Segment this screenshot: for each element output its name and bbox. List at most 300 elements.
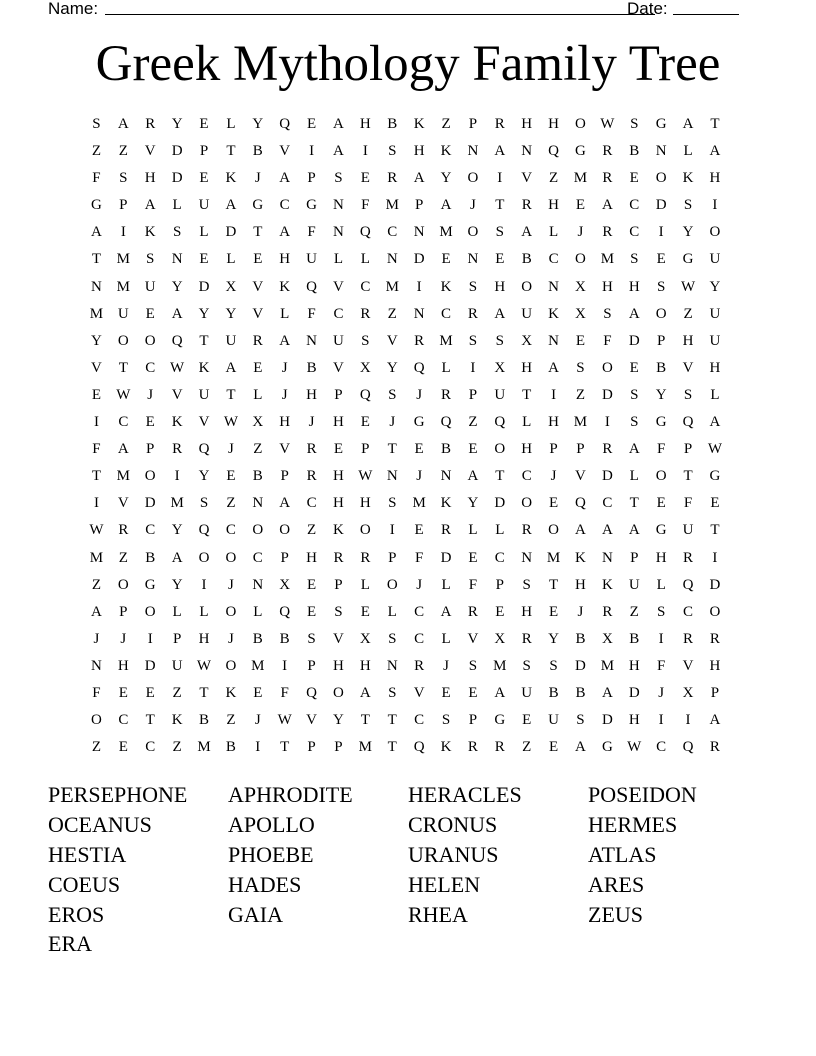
grid-letter: O <box>225 603 237 620</box>
grid-letter: O <box>548 522 559 539</box>
grid-letter: G <box>252 197 264 214</box>
grid-letter: S <box>468 278 478 295</box>
grid-letter: N <box>91 278 102 295</box>
grid-letter: X <box>575 305 586 322</box>
grid-letter: E <box>306 576 317 593</box>
grid-letter: S <box>361 332 370 349</box>
grid-letter: Q <box>575 495 586 512</box>
grid-letter: H <box>655 549 667 566</box>
grid-letter: Z <box>549 170 559 187</box>
grid-letter: C <box>629 224 640 241</box>
grid-letter: H <box>601 278 613 295</box>
grid-letter: R <box>387 170 398 187</box>
grid-letter: M <box>358 739 373 756</box>
grid-letter: A <box>279 224 291 241</box>
grid-letter: I <box>201 576 207 593</box>
grid-letter: K <box>548 305 559 322</box>
grid-letter: J <box>416 386 423 403</box>
grid-letter: T <box>253 224 263 241</box>
grid-letter: Y <box>198 468 210 485</box>
grid-letter: O <box>225 549 237 566</box>
grid-letter: X <box>682 684 694 701</box>
grid-letter: R <box>172 441 183 458</box>
grid-letter: U <box>198 197 210 214</box>
date-field-line[interactable] <box>673 0 739 15</box>
grid-letter: O <box>144 468 156 485</box>
grid-letter: O <box>144 603 156 620</box>
grid-letter: H <box>548 116 559 132</box>
grid-letter: H <box>333 414 344 431</box>
grid-letter: K <box>279 278 291 295</box>
grid-letter: O <box>601 359 613 376</box>
grid-letter: L <box>253 386 263 403</box>
grid-letter: T <box>280 739 290 756</box>
grid-letter: H <box>682 332 694 349</box>
grid-letter: V <box>521 170 533 187</box>
grid-letter: S <box>683 197 693 214</box>
grid-letter: H <box>359 116 371 132</box>
grid-letter: J <box>416 468 423 485</box>
grid-letter: D <box>601 712 613 729</box>
grid-letter: E <box>333 441 344 458</box>
grid-letter: R <box>306 468 317 485</box>
grid-letter: O <box>467 170 479 187</box>
grid-letter: E <box>575 197 586 214</box>
grid-letter: N <box>440 468 452 485</box>
grid-letter: J <box>658 684 665 701</box>
grid-letter: H <box>521 359 533 376</box>
grid-letter: P <box>710 684 720 701</box>
grid-letter: K <box>171 712 183 729</box>
grid-letter: T <box>91 468 102 485</box>
grid-letter: T <box>91 251 102 268</box>
grid-letter: M <box>573 170 588 187</box>
grid-letter: G <box>494 712 506 729</box>
grid-letter: C <box>602 495 613 512</box>
grid-letter: L <box>683 143 693 160</box>
grid-letter: H <box>117 657 129 674</box>
grid-letter: V <box>413 684 425 701</box>
grid-letter: Z <box>226 495 236 512</box>
grid-letter: Q <box>413 359 425 376</box>
grid-letter: B <box>656 359 667 376</box>
grid-letter: D <box>601 468 613 485</box>
grid-letter: Z <box>683 305 693 322</box>
grid-letter: C <box>494 549 505 566</box>
grid-letter: G <box>601 739 613 756</box>
grid-letter: H <box>575 576 586 593</box>
grid-letter: S <box>656 278 666 295</box>
grid-letter: Z <box>118 549 128 566</box>
name-field-line[interactable] <box>105 0 655 15</box>
grid-letter: S <box>334 170 343 187</box>
grid-letter: Y <box>171 576 183 593</box>
grid-letter: O <box>252 522 264 539</box>
page-title: Greek Mythology Family Tree <box>95 36 721 92</box>
grid-letter: A <box>521 224 533 241</box>
grid-letter: E <box>710 495 720 512</box>
grid-letter: U <box>628 576 640 593</box>
grid-letter: U <box>333 332 344 349</box>
grid-letter: X <box>575 278 586 295</box>
grid-letter: X <box>601 630 613 647</box>
grid-letter: D <box>413 251 425 268</box>
word-list-item: GAIA <box>228 901 283 927</box>
grid-letter: P <box>549 441 558 458</box>
grid-letter: P <box>334 739 343 756</box>
grid-letter: L <box>495 522 505 539</box>
grid-letter: F <box>307 305 316 322</box>
grid-letter: B <box>575 684 586 701</box>
grid-letter: J <box>577 603 584 620</box>
grid-letter: S <box>199 495 209 512</box>
grid-letter: T <box>549 576 559 593</box>
grid-letter: T <box>387 712 397 729</box>
grid-letter: S <box>603 305 612 322</box>
grid-letter: D <box>225 224 237 241</box>
grid-letter: F <box>468 576 478 593</box>
grid-letter: U <box>117 305 129 322</box>
grid-letter: K <box>144 224 156 241</box>
grid-letter: P <box>334 576 343 593</box>
grid-letter: S <box>522 576 531 593</box>
grid-letter: E <box>468 549 478 566</box>
grid-letter: J <box>416 576 423 593</box>
grid-letter: X <box>359 630 371 647</box>
grid-letter: K <box>440 739 452 756</box>
grid-letter: V <box>575 468 586 485</box>
grid-letter: H <box>279 251 291 268</box>
grid-letter: H <box>359 495 371 512</box>
grid-letter: S <box>441 712 451 729</box>
grid-letter: M <box>116 468 130 485</box>
grid-letter: O <box>655 468 667 485</box>
grid-letter: I <box>93 414 99 431</box>
grid-letter: T <box>387 441 397 458</box>
grid-letter: L <box>360 576 370 593</box>
grid-letter: S <box>468 657 478 674</box>
grid-letter: F <box>92 170 101 187</box>
grid-letter: Y <box>467 495 479 512</box>
word-list-item: EROS <box>48 901 105 927</box>
grid-letter: H <box>333 657 344 674</box>
grid-letter: P <box>468 712 478 729</box>
grid-letter: W <box>196 657 212 674</box>
grid-letter: O <box>494 441 506 458</box>
grid-letter: R <box>521 630 532 647</box>
grid-letter: C <box>521 468 532 485</box>
grid-letter: V <box>171 386 183 403</box>
grid-letter: O <box>359 522 371 539</box>
grid-letter: R <box>252 332 263 349</box>
grid-letter: V <box>279 441 291 458</box>
grid-letter: C <box>414 603 425 620</box>
grid-letter: M <box>197 739 211 756</box>
grid-letter: U <box>521 684 533 701</box>
grid-letter: H <box>548 197 559 214</box>
grid-letter: Y <box>171 522 183 539</box>
grid-letter: L <box>441 359 451 376</box>
grid-letter: H <box>628 657 640 674</box>
grid-letter: H <box>548 414 559 431</box>
grid-letter: I <box>685 712 691 729</box>
grid-letter: P <box>280 468 289 485</box>
grid-letter: Q <box>279 116 291 132</box>
grid-letter: E <box>468 441 478 458</box>
grid-letter: C <box>252 549 263 566</box>
grid-letter: E <box>522 712 532 729</box>
grid-letter: R <box>360 305 371 322</box>
grid-letter: I <box>309 143 315 160</box>
grid-letter: H <box>279 414 291 431</box>
grid-letter: K <box>601 576 613 593</box>
grid-letter: P <box>199 143 209 160</box>
grid-letter: I <box>93 495 99 512</box>
grid-letter: X <box>225 278 237 295</box>
grid-letter: M <box>116 278 130 295</box>
grid-letter: Y <box>333 712 344 729</box>
grid-letter: H <box>198 630 210 647</box>
grid-letter: H <box>709 657 721 674</box>
grid-letter: E <box>145 684 155 701</box>
grid-letter: T <box>199 332 209 349</box>
word-list-item: HERMES <box>588 811 678 837</box>
grid-letter: E <box>468 684 478 701</box>
grid-letter: V <box>333 630 344 647</box>
grid-letter: C <box>360 278 371 295</box>
grid-letter: M <box>600 657 615 674</box>
grid-letter: T <box>683 468 693 485</box>
grid-letter: O <box>91 712 102 729</box>
grid-letter: P <box>146 441 155 458</box>
grid-letter: R <box>441 386 452 403</box>
grid-letter: N <box>601 549 613 566</box>
grid-letter: H <box>628 278 640 295</box>
grid-letter: E <box>145 305 155 322</box>
grid-letter: C <box>683 603 694 620</box>
grid-letter: J <box>93 630 100 647</box>
grid-letter: N <box>467 251 479 268</box>
word-list-item: POSEIDON <box>588 782 697 807</box>
grid-letter: E <box>199 170 209 187</box>
grid-letter: L <box>226 116 236 132</box>
grid-letter: V <box>386 332 398 349</box>
grid-letter: B <box>252 630 263 647</box>
grid-letter: D <box>494 495 506 512</box>
grid-letter: Q <box>413 739 425 756</box>
grid-letter: V <box>144 143 156 160</box>
grid-letter: B <box>306 359 317 376</box>
grid-letter: G <box>91 197 102 214</box>
word-list-item: APOLLO <box>228 811 315 837</box>
grid-letter: X <box>279 576 291 593</box>
grid-letter: L <box>333 251 344 268</box>
grid-letter: M <box>251 657 265 674</box>
grid-letter: C <box>656 739 667 756</box>
grid-letter: B <box>145 549 156 566</box>
grid-letter: J <box>308 414 315 431</box>
grid-letter: J <box>443 657 449 674</box>
grid-letter: H <box>306 549 317 566</box>
grid-letter: C <box>118 712 129 729</box>
grid-letter: E <box>118 739 128 756</box>
grid-letter: K <box>225 170 237 187</box>
grid-letter: M <box>412 495 426 512</box>
grid-letter: M <box>439 332 453 349</box>
grid-letter: Q <box>306 684 317 701</box>
grid-letter: P <box>576 441 585 458</box>
grid-letter: Q <box>198 441 210 458</box>
grid-letter: I <box>147 630 153 647</box>
grid-letter: H <box>144 170 156 187</box>
word-list <box>48 782 768 961</box>
grid-letter: R <box>602 603 613 620</box>
grid-letter: W <box>277 712 292 729</box>
grid-letter: E <box>629 359 639 376</box>
grid-letter: Y <box>171 116 183 132</box>
grid-letter: K <box>440 143 452 160</box>
grid-letter: V <box>198 414 210 431</box>
grid-letter: E <box>495 603 505 620</box>
grid-letter: C <box>548 251 559 268</box>
grid-letter: T <box>118 359 128 376</box>
grid-letter: T <box>226 143 236 160</box>
grid-letter: S <box>172 224 182 241</box>
grid-letter: H <box>333 495 344 512</box>
grid-letter: S <box>630 414 639 431</box>
grid-letter: S <box>495 224 504 241</box>
grid-letter: M <box>439 224 453 241</box>
grid-letter: R <box>683 630 694 647</box>
grid-letter: A <box>601 684 613 701</box>
grid-letter: Y <box>709 278 721 295</box>
grid-letter: Z <box>172 684 182 701</box>
word-list-item: HESTIA <box>48 841 127 867</box>
grid-letter: Q <box>494 414 506 431</box>
date-label: Date: <box>627 0 668 18</box>
grid-letter: V <box>91 359 102 376</box>
grid-letter: L <box>629 468 639 485</box>
grid-letter: C <box>414 630 425 647</box>
grid-letter: J <box>227 441 234 458</box>
grid-letter: M <box>493 657 507 674</box>
grid-letter: A <box>601 197 613 214</box>
grid-letter: O <box>386 576 398 593</box>
grid-letter: P <box>280 549 289 566</box>
grid-letter: S <box>334 603 343 620</box>
grid-letter: D <box>171 143 183 160</box>
grid-letter: N <box>521 143 533 160</box>
grid-letter: B <box>521 251 532 268</box>
grid-letter: A <box>709 143 721 160</box>
grid-letter: H <box>359 657 371 674</box>
grid-letter: D <box>628 332 640 349</box>
grid-letter: H <box>521 603 533 620</box>
grid-letter: I <box>551 386 557 403</box>
grid-letter: M <box>600 251 615 268</box>
grid-letter: P <box>388 549 397 566</box>
grid-letter: D <box>628 684 640 701</box>
grid-letter: U <box>521 305 533 322</box>
word-list-item: ERA <box>48 931 92 957</box>
grid-letter: R <box>521 522 532 539</box>
grid-letter: A <box>413 170 425 187</box>
grid-letter: O <box>279 522 291 539</box>
grid-letter: F <box>92 684 101 701</box>
grid-letter: J <box>469 197 476 214</box>
grid-letter: M <box>546 549 561 566</box>
grid-letter: X <box>359 359 371 376</box>
grid-letter: W <box>707 441 723 458</box>
grid-letter: A <box>494 143 506 160</box>
grid-letter: I <box>255 739 261 756</box>
grid-letter: L <box>199 224 209 241</box>
grid-letter: O <box>709 603 721 620</box>
grid-letter: T <box>199 684 209 701</box>
grid-letter: E <box>441 251 451 268</box>
grid-letter: O <box>575 251 586 268</box>
grid-letter: R <box>521 197 532 214</box>
word-list-item: HELEN <box>408 871 481 897</box>
grid-letter: S <box>576 359 585 376</box>
grid-letter: E <box>495 251 505 268</box>
grid-letter: R <box>602 441 613 458</box>
grid-letter: L <box>172 197 182 214</box>
grid-letter: B <box>252 468 263 485</box>
grid-letter: O <box>521 495 533 512</box>
grid-letter: E <box>549 495 559 512</box>
grid-letter: H <box>709 359 721 376</box>
grid-letter: N <box>386 657 398 674</box>
grid-letter: E <box>441 684 451 701</box>
grid-letter: B <box>252 143 263 160</box>
grid-letter: A <box>628 522 640 539</box>
grid-letter: H <box>709 170 721 187</box>
grid-letter: A <box>709 712 721 729</box>
grid-letter: Q <box>359 386 371 403</box>
grid-letter: Y <box>198 305 210 322</box>
grid-letter: O <box>225 657 237 674</box>
grid-letter: Q <box>682 576 694 593</box>
word-list-item: PHOEBE <box>228 841 314 867</box>
grid-letter: P <box>334 386 343 403</box>
grid-letter: A <box>91 603 102 620</box>
grid-letter: D <box>144 495 156 512</box>
grid-letter: R <box>414 657 425 674</box>
grid-letter: A <box>467 468 479 485</box>
grid-letter: U <box>198 386 210 403</box>
grid-letter: R <box>118 522 129 539</box>
grid-letter: K <box>333 522 344 539</box>
grid-letter: S <box>683 386 693 403</box>
grid-letter: L <box>360 251 370 268</box>
grid-letter: H <box>521 441 533 458</box>
grid-letter: M <box>89 549 104 566</box>
grid-letter: Q <box>682 739 694 756</box>
grid-letter: D <box>440 549 452 566</box>
grid-letter: S <box>388 630 397 647</box>
grid-letter: R <box>414 332 425 349</box>
grid-letter: N <box>386 251 398 268</box>
grid-letter: Z <box>522 739 532 756</box>
word-list-item: APHRODITE <box>228 782 353 807</box>
grid-letter: B <box>441 441 452 458</box>
grid-letter: U <box>306 251 317 268</box>
grid-letter: C <box>145 522 156 539</box>
grid-letter: V <box>306 712 317 729</box>
grid-letter: U <box>709 251 721 268</box>
word-list-item: CRONUS <box>408 811 498 837</box>
